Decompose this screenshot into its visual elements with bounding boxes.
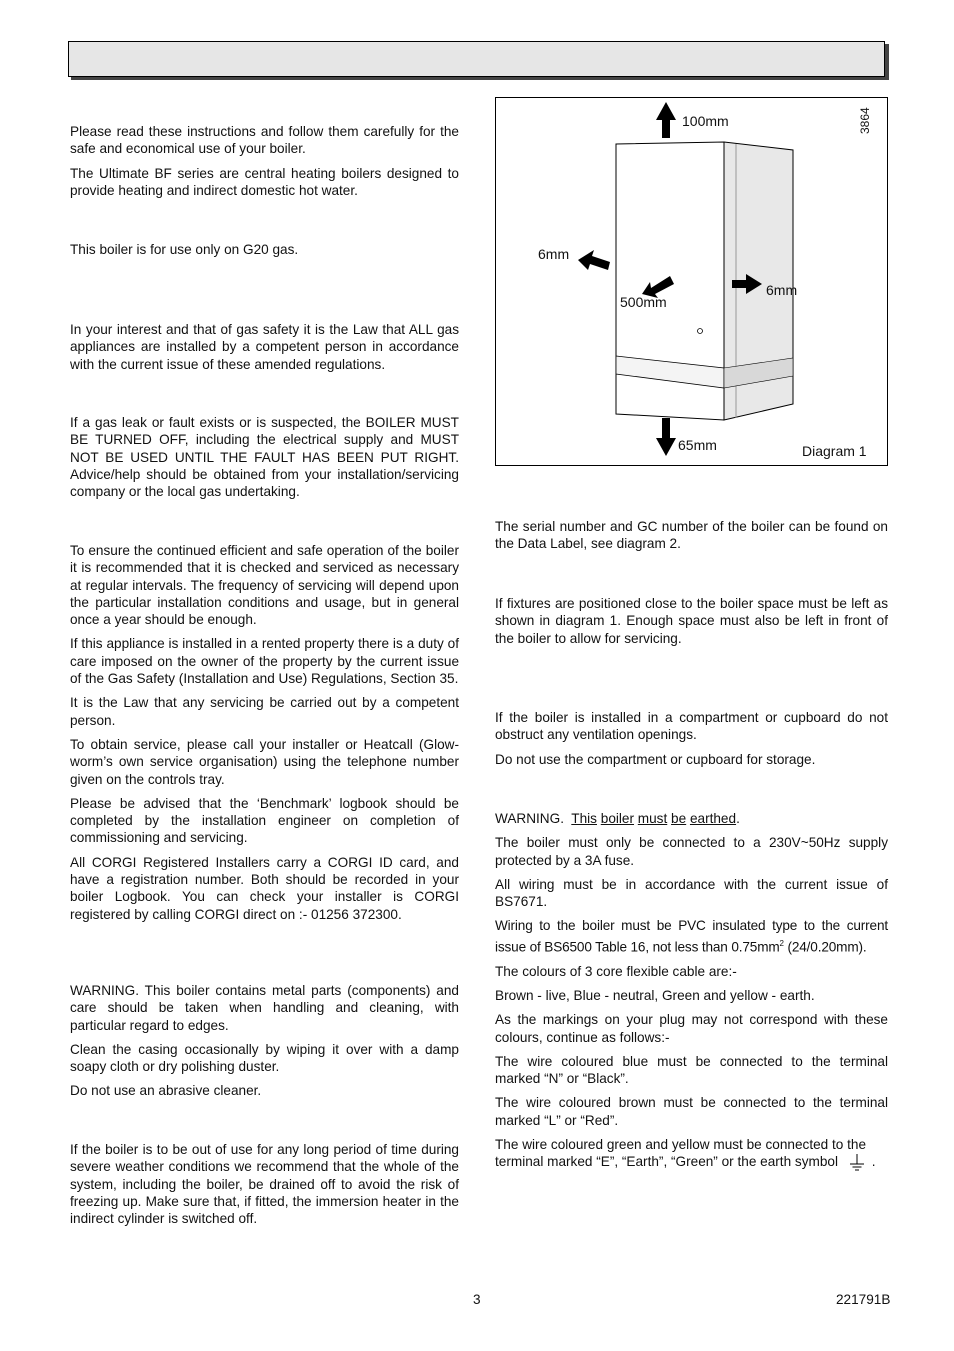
warning-prefix: WARNING. [495, 811, 564, 826]
leak-paragraph: If a gas leak or fault exists or is suspected, the BOILER MUST BE TURNED OFF, including the electrical supply and MUST NOT BE USED UNTIL THE FAULT HAS BEEN PUT RIGHT. Advice/help should be obtained from your installation/servicing company or the local gas undertaking. [70, 415, 459, 500]
electrical-paragraph-10: The wire coloured green and yellow must be connected to the terminal marked “E”, “Earth”, “Green” or the earth symbol . [495, 1136, 876, 1170]
wiring-superscript: 2 [779, 938, 784, 948]
regulations-paragraph: In your interest and that of gas safety it is the Law that ALL gas appliances are installed by a competent person in accordance with the current issue of these amended regulations. [70, 322, 459, 372]
warning-word-2: boiler [600, 811, 635, 826]
servicing-paragraph-6: All CORGI Registered Installers carry a CORGI ID card, and have a registration number. Both should be recorded in your boiler Logbook. You can check your installer is CORGI registered by calling CORGI direct on :- 01256 372300. [70, 854, 459, 922]
electrical-paragraph-6: Brown - live, Blue - neutral, Green and yellow - earth. [495, 987, 815, 1003]
regulations-section [70, 321, 459, 380]
header-shadow-right [885, 44, 889, 80]
compartment-section [495, 709, 888, 775]
boiler-illustration [496, 98, 889, 467]
cleaning-paragraph-3: Do not use an abrasive cleaner. [70, 1083, 262, 1099]
data-label-paragraph: The serial number and GC number of the boiler can be found on the Data Label, see diagram 2. [495, 519, 888, 552]
page-number: 3 [473, 1292, 481, 1307]
electrical-paragraph-2: The boiler must only be connected to a 230V~50Hz supply protected by a 3A fuse. [495, 835, 888, 868]
warning-word-3: must [637, 811, 668, 826]
electrical-paragraph-8: The wire coloured blue must be connected to the terminal marked “N” or “Black”. [495, 1053, 888, 1087]
warning-word-1: This [571, 811, 597, 826]
cleaning-paragraph-2: Clean the casing occasionally by wiping it over with a damp soapy cloth or dry polishing duster. [70, 1041, 459, 1075]
cleaning-paragraph-1: WARNING. This boiler contains metal parts (components) and care should be taken when handling and cleaning, with particular regard to edges. [70, 983, 459, 1033]
bottom-clearance-label: 65mm [678, 437, 717, 453]
electrical-paragraph-3: All wiring must be in accordance with the current issue of BS7671. [495, 876, 888, 910]
electrical-paragraph-7: As the markings on your plug may not correspond with these colours, continue as follows:- [495, 1012, 888, 1045]
compartment-paragraph-2: Do not use the compartment or cupboard for storage. [495, 751, 816, 767]
diagram-caption: Diagram 1 [802, 443, 867, 459]
frost-section [70, 1141, 459, 1234]
servicing-section [70, 542, 459, 930]
gas-section [70, 241, 459, 265]
earth-symbol-text: The wire coloured green and yellow must be connected to the terminal marked “E”, “Earth”, “Green” or the earth symbol [495, 1136, 867, 1170]
intro-section [70, 123, 459, 206]
frost-paragraph: If the boiler is to be out of use for any long period of time during severe weather conditions we recommend that the whole of the system, including the boiler, be drained off to avoid the risk of freezing up. Make sure that, if fitted, the immersion heater in the indirect cylinder is switched off. [70, 1142, 459, 1227]
wiring-text-end: (24/0.20mm). [783, 939, 867, 955]
front-clearance-label: 500mm [620, 294, 667, 310]
servicing-paragraph-4: To obtain service, please call your installer or Heatcall (Glow-worm’s own service organisation) using the telephone number given on the controls tray. [70, 736, 459, 787]
servicing-paragraph-1: To ensure the continued efficient and safe operation of the boiler it is recommended that it is checked and serviced as necessary at regular intervals. The frequency of servicing will depend upon the particular installation conditions and usage, but in general once a year should be enough. [70, 543, 459, 628]
servicing-paragraph-5: Please be advised that the ‘Benchmark’ logbook should be completed by the installation engineer on completion of commissioning and servicing. [70, 795, 459, 846]
electrical-section [495, 810, 888, 1178]
clearance-diagram [495, 97, 888, 466]
electrical-paragraph-5: The colours of 3 core flexible cable are:- [495, 963, 737, 979]
document-code: 221791B [836, 1292, 891, 1307]
clearances-paragraph: If fixtures are positioned close to the boiler space must be left as shown in diagram 1. Enough space must also be left in front of the boiler to allow for servicing. [495, 596, 888, 646]
earth-warning: WARNING. This boiler must be earthed. [495, 811, 740, 826]
compartment-paragraph-1: If the boiler is installed in a compartment or cupboard do not obstruct any ventilation openings. [495, 710, 888, 743]
header-bar [68, 41, 885, 77]
top-clearance-label: 100mm [682, 113, 729, 129]
cleaning-section [70, 982, 459, 1107]
right-clearance-label: 6mm [766, 282, 798, 298]
wiring-text: Wiring to the boiler must be PVC insulated type to the current issue of BS6500 Table 16, not less than 0.75mm [495, 918, 888, 955]
left-clearance-label: 6mm [538, 246, 570, 262]
warning-word-4: be [671, 811, 687, 826]
diagram-reference: 3864 [858, 107, 872, 134]
warning-word-5: earthed [689, 811, 737, 826]
intro-paragraph-1: Please read these instructions and follow them carefully for the safe and economical use of your boiler. [70, 124, 459, 157]
servicing-paragraph-2: If this appliance is installed in a rented property there is a duty of care imposed on the owner of the property by the current issue of the Gas Safety (Installation and Use) Regulations, Section 35. [70, 636, 459, 687]
header-shadow-bottom [71, 77, 889, 80]
electrical-paragraph-9: The wire coloured brown must be connected to the terminal marked “L” or “Red”. [495, 1095, 888, 1128]
servicing-paragraph-3: It is the Law that any servicing be carried out by a competent person. [70, 695, 459, 728]
gas-paragraph: This boiler is for use only on G20 gas. [70, 242, 299, 257]
intro-paragraph-2: The Ultimate BF series are central heating boilers designed to provide heating and indirect domestic hot water. [70, 165, 459, 198]
leak-section [70, 414, 459, 507]
earth-symbol-icon [848, 1153, 866, 1171]
clearances-section [495, 595, 888, 654]
electrical-paragraph-4 [495, 917, 888, 955]
data-label-section [495, 518, 888, 560]
